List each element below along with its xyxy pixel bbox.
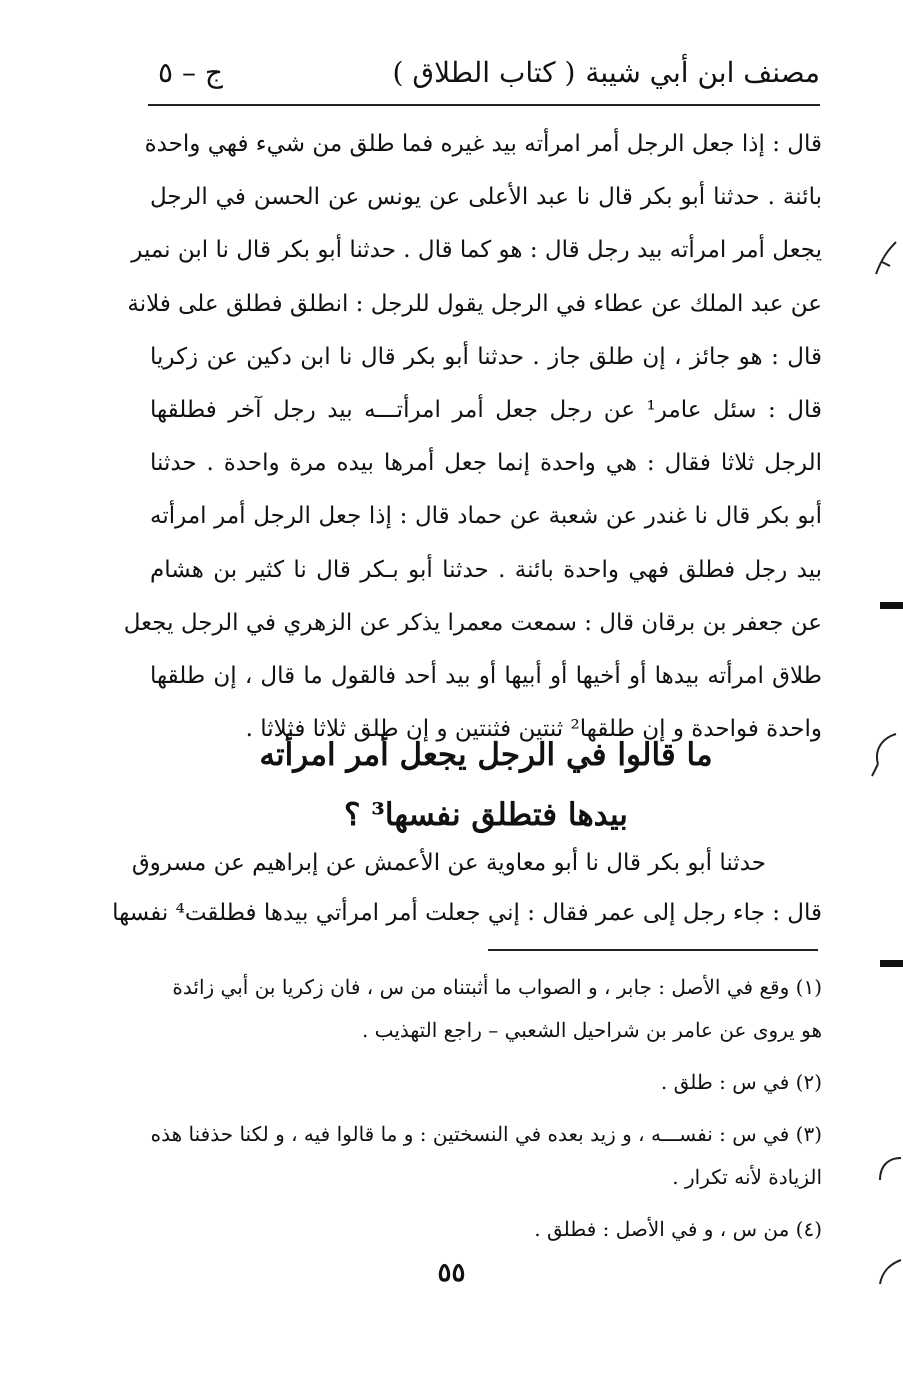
text-line: طلاق امرأته بيدها أو أخيها أو أبيها أو بيد أحد فالقول ما قال ، إن طلقها bbox=[150, 662, 822, 689]
section-heading bbox=[150, 725, 822, 845]
text-line: يجعل أمر امرأته بيد رجل قال : هو كما قال . حدثنا أبو بكر قال نا ابن نمير bbox=[131, 237, 822, 264]
footnote-line: (١) وقع في الأصل : جابر ، و الصواب ما أثبتناه من س ، فان زكريا بن أبي زائدة bbox=[172, 975, 822, 999]
margin-mark bbox=[868, 730, 898, 780]
heading-line: بيدها فتطلق نفسها³ ؟ bbox=[344, 797, 628, 833]
text-line: عن جعفر بن برقان قال : سمعت معمرا يذكر عن الزهري في الرجل يجعل bbox=[123, 609, 822, 636]
book-title: مصنف ابن أبي شيبة bbox=[585, 56, 820, 89]
text-line: قال : جاء رجل إلى عمر فقال : إني جعلت أمر امرأتي بيدها فطلقت⁴ نفسها bbox=[112, 900, 822, 926]
running-header bbox=[148, 52, 820, 102]
section-text bbox=[112, 838, 822, 938]
margin-mark bbox=[874, 1258, 903, 1288]
margin-mark bbox=[880, 600, 903, 612]
footnotes bbox=[150, 966, 822, 1251]
text-line: بيد رجل فطلق فهي واحدة بائنة . حدثنا أبو بـكر قال نا كثير بن هشام bbox=[150, 556, 822, 583]
text-line: واحدة فواحدة و إن طلقها² ثنتين فثنتين و إن طلق ثلاثا فثلاثا . bbox=[245, 716, 822, 743]
footnote-rule bbox=[488, 949, 818, 951]
header-rule bbox=[148, 104, 820, 106]
footnote-line: (٢) في س : طلق . bbox=[660, 1070, 822, 1094]
text-line: حدثنا أبو بكر قال نا أبو معاوية عن الأعمش عن إبراهيم عن مسروق bbox=[131, 850, 766, 876]
page-number: ٥٥ bbox=[437, 1258, 466, 1288]
margin-mark bbox=[880, 958, 903, 970]
volume-number: ج – ٥ bbox=[158, 56, 223, 89]
text-line: الرجل ثلاثا فقال : هي واحدة إنما جعل أمرها بيده مرة واحدة . حدثنا bbox=[150, 450, 822, 477]
main-text bbox=[123, 118, 822, 756]
text-line: بائنة . حدثنا أبو بكر قال نا عبد الأعلى عن يونس عن الحسن في الرجل bbox=[150, 184, 822, 211]
text-line: قال : هو جائز ، إن طلق جاز . حدثنا أبو بكر قال نا ابن دكين عن زكريا bbox=[150, 343, 822, 370]
footnote-line: (٣) في س : نفســـه ، و زيد بعده في النسختين : و ما قالوا فيه ، و لكنا حذفنا هذه bbox=[150, 1122, 822, 1146]
text-line: قال : سئل عامر¹ عن رجل جعل أمر امرأتـــه بيد رجل آخر فطلقها bbox=[150, 396, 822, 423]
text-line: أبو بكر قال نا غندر عن شعبة عن حماد قال : إذا جعل الرجل أمر امرأته bbox=[150, 503, 822, 530]
heading-line: ما قالوا في الرجل يجعل أمر امرأته bbox=[259, 737, 713, 773]
chapter-title: ( كتاب الطلاق ) bbox=[392, 56, 576, 89]
footnote-line: الزيادة لأنه تكرار . bbox=[672, 1165, 822, 1189]
footnote-line: هو يروى عن عامر بن شراحيل الشعبي – راجع التهذيب . bbox=[361, 1018, 822, 1042]
footnote-line: (٤) من س ، و في الأصل : فطلق . bbox=[534, 1217, 822, 1241]
text-line: عن عبد الملك عن عطاء في الرجل يقول للرجل : انطلق فطلق على فلانة bbox=[127, 290, 822, 317]
margin-mark bbox=[874, 1150, 903, 1190]
margin-mark bbox=[872, 240, 898, 280]
text-line: قال : إذا جعل الرجل أمر امرأته بيد غيره فما طلق من شيء فهي واحدة bbox=[144, 131, 822, 157]
